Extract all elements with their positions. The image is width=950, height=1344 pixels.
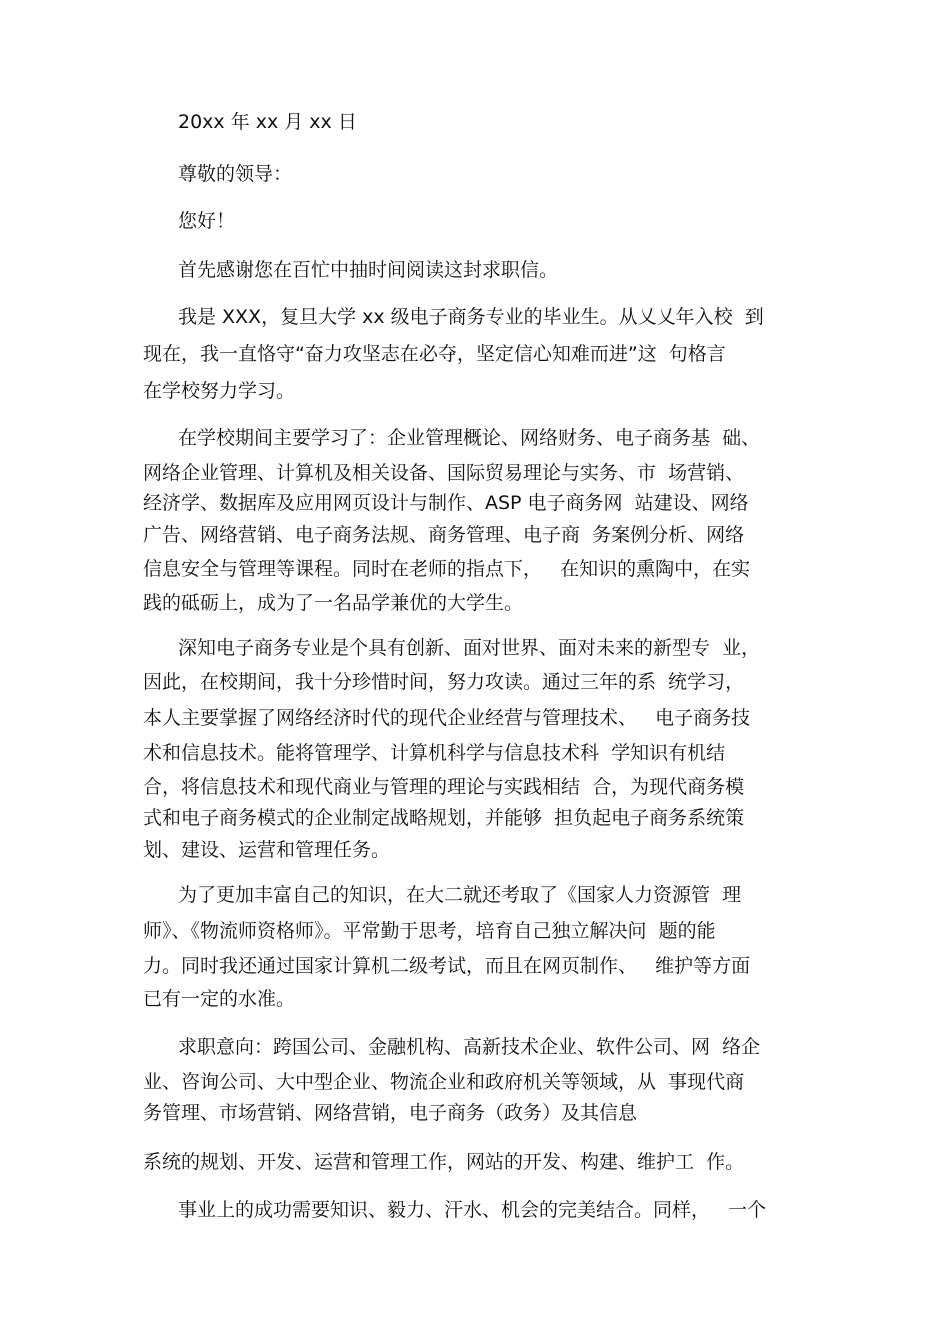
paragraph-courses-line: 在学校期间主要学习了：企业管理概论、网络财务、电子商务基 础、: [178, 427, 761, 449]
date-line: 20xx 年 xx 月 xx 日: [178, 111, 357, 133]
paragraph-intro-line: 我是 XXX，复旦大学 xx 级电子商务专业的毕业生。从乂乂年入校 到: [178, 306, 764, 328]
paragraph-major-line: 式和电子商务模式的企业制定战略规划，并能够 担负起电子商务系统策: [143, 807, 745, 829]
paragraph-job-intent-line: 务管理、市场营销、网络营销，电子商务（政务）及其信息: [143, 1102, 638, 1124]
paragraph-major-line: 本人主要掌握了网络经济时代的现代企业经营与管理技术、 电子商务技: [143, 707, 751, 729]
paragraph-intro-line: 现在，我一直恪守“奋力攻坚志在必夺，坚定信心知难而进”这 句格言: [143, 343, 726, 365]
paragraph-courses-line: 践的砥砺上，成为了一名品学兼优的大学生。: [143, 592, 524, 614]
paragraph-thanks: 首先感谢您在百忙中抽时间阅读这封求职信。: [178, 259, 559, 281]
paragraph-courses-line: 经济学、数据库及应用网页设计与制作、ASP 电子商务网 站建设、网络: [143, 492, 749, 514]
paragraph-certificates-line: 师》、《物流师资格师》。平常勤于思考，培育自己独立解决问 题的能: [143, 920, 716, 942]
paragraph-work-scope: 系统的规划、开发、运营和管理工作，网站的开发、构建、维护工 作。: [143, 1151, 745, 1173]
salutation: 尊敬的领导：: [178, 163, 293, 185]
paragraph-major-line: 术和信息技术。能将管理学、计算机科学与信息技术科 学知识有机结: [143, 742, 726, 764]
paragraph-closing: 事业上的成功需要知识、毅力、汗水、机会的完美结合。同样， 一个: [178, 1199, 767, 1221]
paragraph-major-line: 合，将信息技术和现代商业与管理的理论与实践相结 合，为现代商务模: [143, 776, 745, 798]
paragraph-courses-line: 网络企业管理、计算机及相关设备、国际贸易理论与实务、市 场营销、: [143, 462, 745, 484]
paragraph-major-line: 因此，在校期间，我十分珍惜时间，努力攻读。通过三年的系 统学习，: [143, 671, 745, 693]
paragraph-certificates-line: 已有一定的水准。: [143, 988, 296, 1010]
paragraph-job-intent-line: 求职意向：跨国公司、金融机构、高新技术企业、软件公司、网 络企: [178, 1036, 761, 1058]
paragraph-courses-line: 广告、网络营销、电子商务法规、商务管理、电子商 务案例分析、网络: [143, 524, 745, 546]
paragraph-certificates-line: 力。同时我还通过国家计算机二级考试，而且在网页制作、 维护等方面: [143, 955, 751, 977]
paragraph-certificates-line: 为了更加丰富自己的知识，在大二就还考取了《国家人力资源管 理: [178, 884, 742, 906]
paragraph-major-line: 深知电子商务专业是个具有创新、面对世界、面对未来的新型专 业，: [178, 637, 761, 659]
paragraph-intro-line: 在学校努力学习。: [143, 380, 296, 402]
paragraph-courses-line: 信息安全与管理等课程。同时在老师的指点下， 在知识的熏陶中，在实: [143, 558, 751, 580]
greeting: 您好！: [178, 210, 236, 232]
paragraph-major-line: 划、建设、运营和管理任务。: [143, 839, 391, 861]
paragraph-job-intent-line: 业、咨询公司、大中型企业、物流企业和政府机关等领域，从 事现代商: [143, 1071, 745, 1093]
